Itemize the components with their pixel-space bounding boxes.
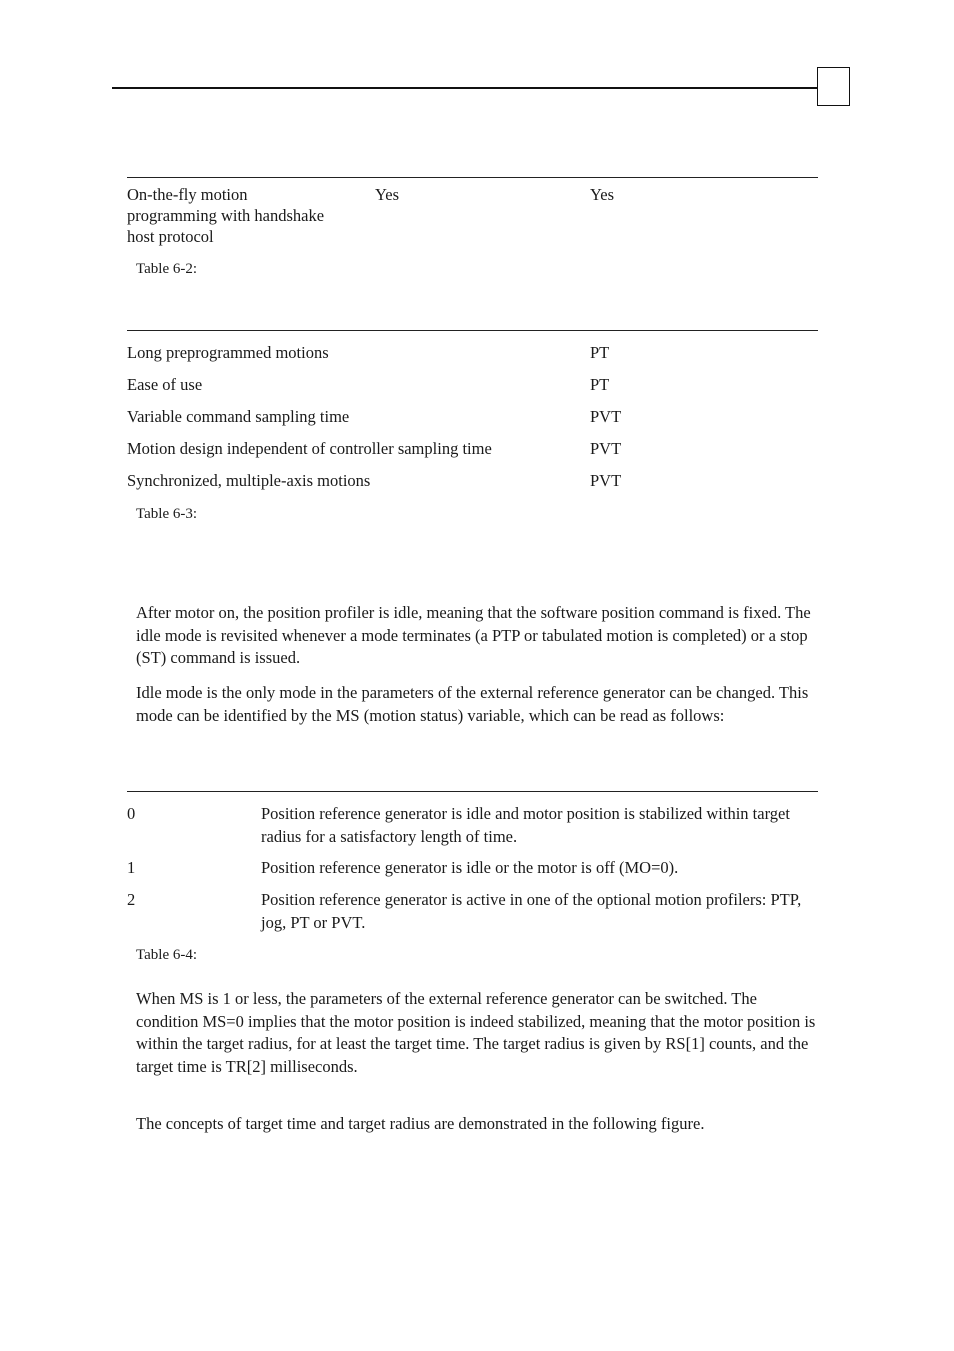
body-paragraph [136,988,822,1078]
table-cell-description: Position reference generator is idle or the motor is off (MO=0). [261,858,679,877]
table-cell-value: 1 [127,858,136,877]
table-cell-feature: Motion design independent of controller sampling time [127,439,492,458]
table-caption: Table 6-4: [136,947,198,963]
paragraph-text: The concepts of target time and target radius are demonstrated in the following figure. [136,1114,705,1133]
paragraph-text: When MS is 1 or less, the parameters of the external reference generator can be switched. The condition MS=0 implies that the motor position is indeed stabilized, meaning that the motor position is within the target radius, for at least the target time. The target radius is given by RS[1] counts, and the target time is TR[2] milliseconds. [136,989,816,1076]
page-number-box [817,67,850,106]
body-paragraph [136,682,822,727]
table-cell-feature: On-the-fly motion programming with handshake host protocol [127,185,325,246]
table-cell-value: PT [590,343,610,362]
table-cell-value: PVT [590,471,622,490]
table-cell-value: 2 [127,890,136,909]
table-cell-value: PVT [590,439,622,458]
table-cell-value: PVT [590,407,622,426]
table-caption: Table 6-3: [136,506,198,522]
paragraph-text: Idle mode is the only mode in the parameters of the external reference generator can be changed. This mode can be identified by the MS (motion status) variable, which can be read as follows: [136,683,809,725]
table-cell-feature: Variable command sampling time [127,407,350,426]
table-cell-value: Yes [590,185,615,204]
table-top-rule [127,177,818,178]
table-cell-feature: Long preprogrammed motions [127,343,329,362]
header-rule [112,87,818,89]
table-cell-value: Yes [375,185,400,204]
body-paragraph [136,602,822,670]
table-cell-description: Position reference generator is idle and motor position is stabilized within target radius for a satisfactory length of time. [261,804,790,846]
paragraph-text: After motor on, the position profiler is idle, meaning that the software position command is fixed. The idle mode is revisited whenever a mode terminates (a PTP or tabulated motion is completed) or a stop (ST) command is issued. [136,603,811,667]
table-top-rule [127,330,818,331]
table-cell-value: PT [590,375,610,394]
table-caption: Table 6-2: [136,261,198,277]
table-cell-feature: Ease of use [127,375,203,394]
table-cell-description: Position reference generator is active in one of the optional motion profilers: PTP, jog, PT or PVT. [261,890,802,932]
table-top-rule [127,791,818,792]
table-cell-value: 0 [127,804,136,823]
body-paragraph [136,1113,822,1136]
table-cell-feature: Synchronized, multiple-axis motions [127,471,371,490]
